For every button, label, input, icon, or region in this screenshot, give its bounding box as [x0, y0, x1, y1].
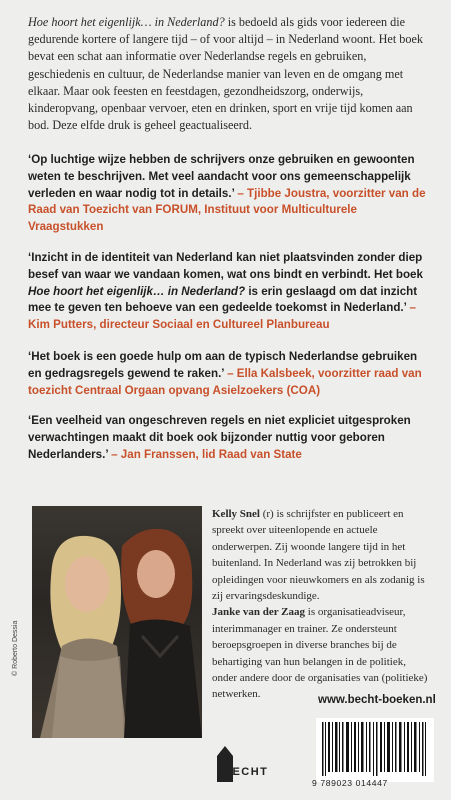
intro-text: is bedoeld als gids voor iedereen die gedurende kortere of langere tijd – of voor altijd – in Nederland woont. Het boek bevat een schat aan informatie over Nederlandse regels en gebruiken, geschiedenis en cultuur, de Nederlandse manier van leven en de omgang met elkaar. Maar ook feesten en feestdagen, gezondheidszorg, onderwijs, kinderopvang, openbaar vervoer, eten en drinken, sport en vrije tijd komen aan bod. Deze elfde druk is geheel geactualiseerd. — [28, 15, 423, 133]
authors-photo — [32, 506, 202, 738]
intro-book-title: Hoe hoort het eigenlijk… in Nederland? — [28, 15, 225, 29]
barcode-icon — [316, 718, 434, 782]
intro-paragraph — [28, 14, 428, 134]
publisher-website[interactable]: www.becht-boeken.nl — [318, 694, 436, 706]
bio-text-snel: (r) is schrijfster en publiceert en spreekt over uiteenlopende en actuele onderwerpen. Zij woonde langere tijd in het buitenland. In Nederland was zij betrokken bij opleidingen voor nieuwkomers en als zodanig is zij ervaringsdeskundige. — [212, 508, 425, 603]
publisher-name: BECHT — [223, 766, 269, 778]
quote-text: ‘Op luchtige wijze hebben de schrijvers onze gebruiken en gewoonten weten te beschrijven. Met veel aandacht voor ons gemeenschappelijk verleden en waar nodig tot in details.’ — [28, 153, 415, 200]
quote-joustra — [28, 152, 432, 236]
quote-text: ‘Het boek is een goede hulp om aan de typisch Nederlandse gebruiken en gedragsregels gewend te raken.’ — [28, 350, 418, 380]
quote-putters — [28, 250, 432, 334]
quote-attribution: – Kim Putters, directeur Sociaal en Cultureel Planbureau — [28, 301, 416, 332]
quote-attribution: – Jan Franssen, lid Raad van State — [107, 447, 302, 461]
isbn-number: 9 789023 014447 — [312, 778, 388, 788]
photo-credit: © Roberto Dessia — [12, 620, 19, 676]
quote-text-end: is erin geslaagd om dat inzicht mee te geven ten behoeve van een gedeelde toekomst in Nederland.’ — [28, 284, 418, 315]
quote-text: ‘Inzicht in de identiteit van Nederland kan niet plaatsvinden zonder diep besef van waar we vandaan komen, wat ons bindt en verbindt. Het boek — [28, 251, 423, 281]
quote-attribution: – Tjibbe Joustra, voorzitter van de Raad van Toezicht van FORUM, Instituut voor Multiculturele Vraagstukken — [28, 186, 426, 234]
quote-attribution: – Ella Kalsbeek, voorzitter raad van toezicht Centraal Orgaan opvang Asielzoekers (COA) — [28, 366, 422, 397]
becht-logo-icon — [207, 742, 277, 786]
quote-franssen — [28, 413, 432, 463]
quote-kalsbeek — [28, 349, 432, 399]
bio-text-zaag: is organisatieadviseur, interimmanager en trainer. Ze ondersteunt beroepsgroepen in diverse branches bij de behartiging van hun belangen in de politiek, onder andere door de organisaties van (politieke) netwerken. — [212, 606, 428, 701]
quote-book-title: Hoe hoort het eigenlijk… in Nederland? — [28, 284, 246, 298]
author-name-snel: Kelly Snel — [212, 508, 260, 520]
author-name-zaag: Janke van der Zaag — [212, 606, 306, 619]
author-bio — [212, 506, 432, 703]
quote-text: ‘Een veelheid van ongeschreven regels en niet expliciet uitgesproken verwachtingen maakt dit boek ook bijzonder nuttig voor geboren Nederlanders.’ — [28, 414, 411, 461]
